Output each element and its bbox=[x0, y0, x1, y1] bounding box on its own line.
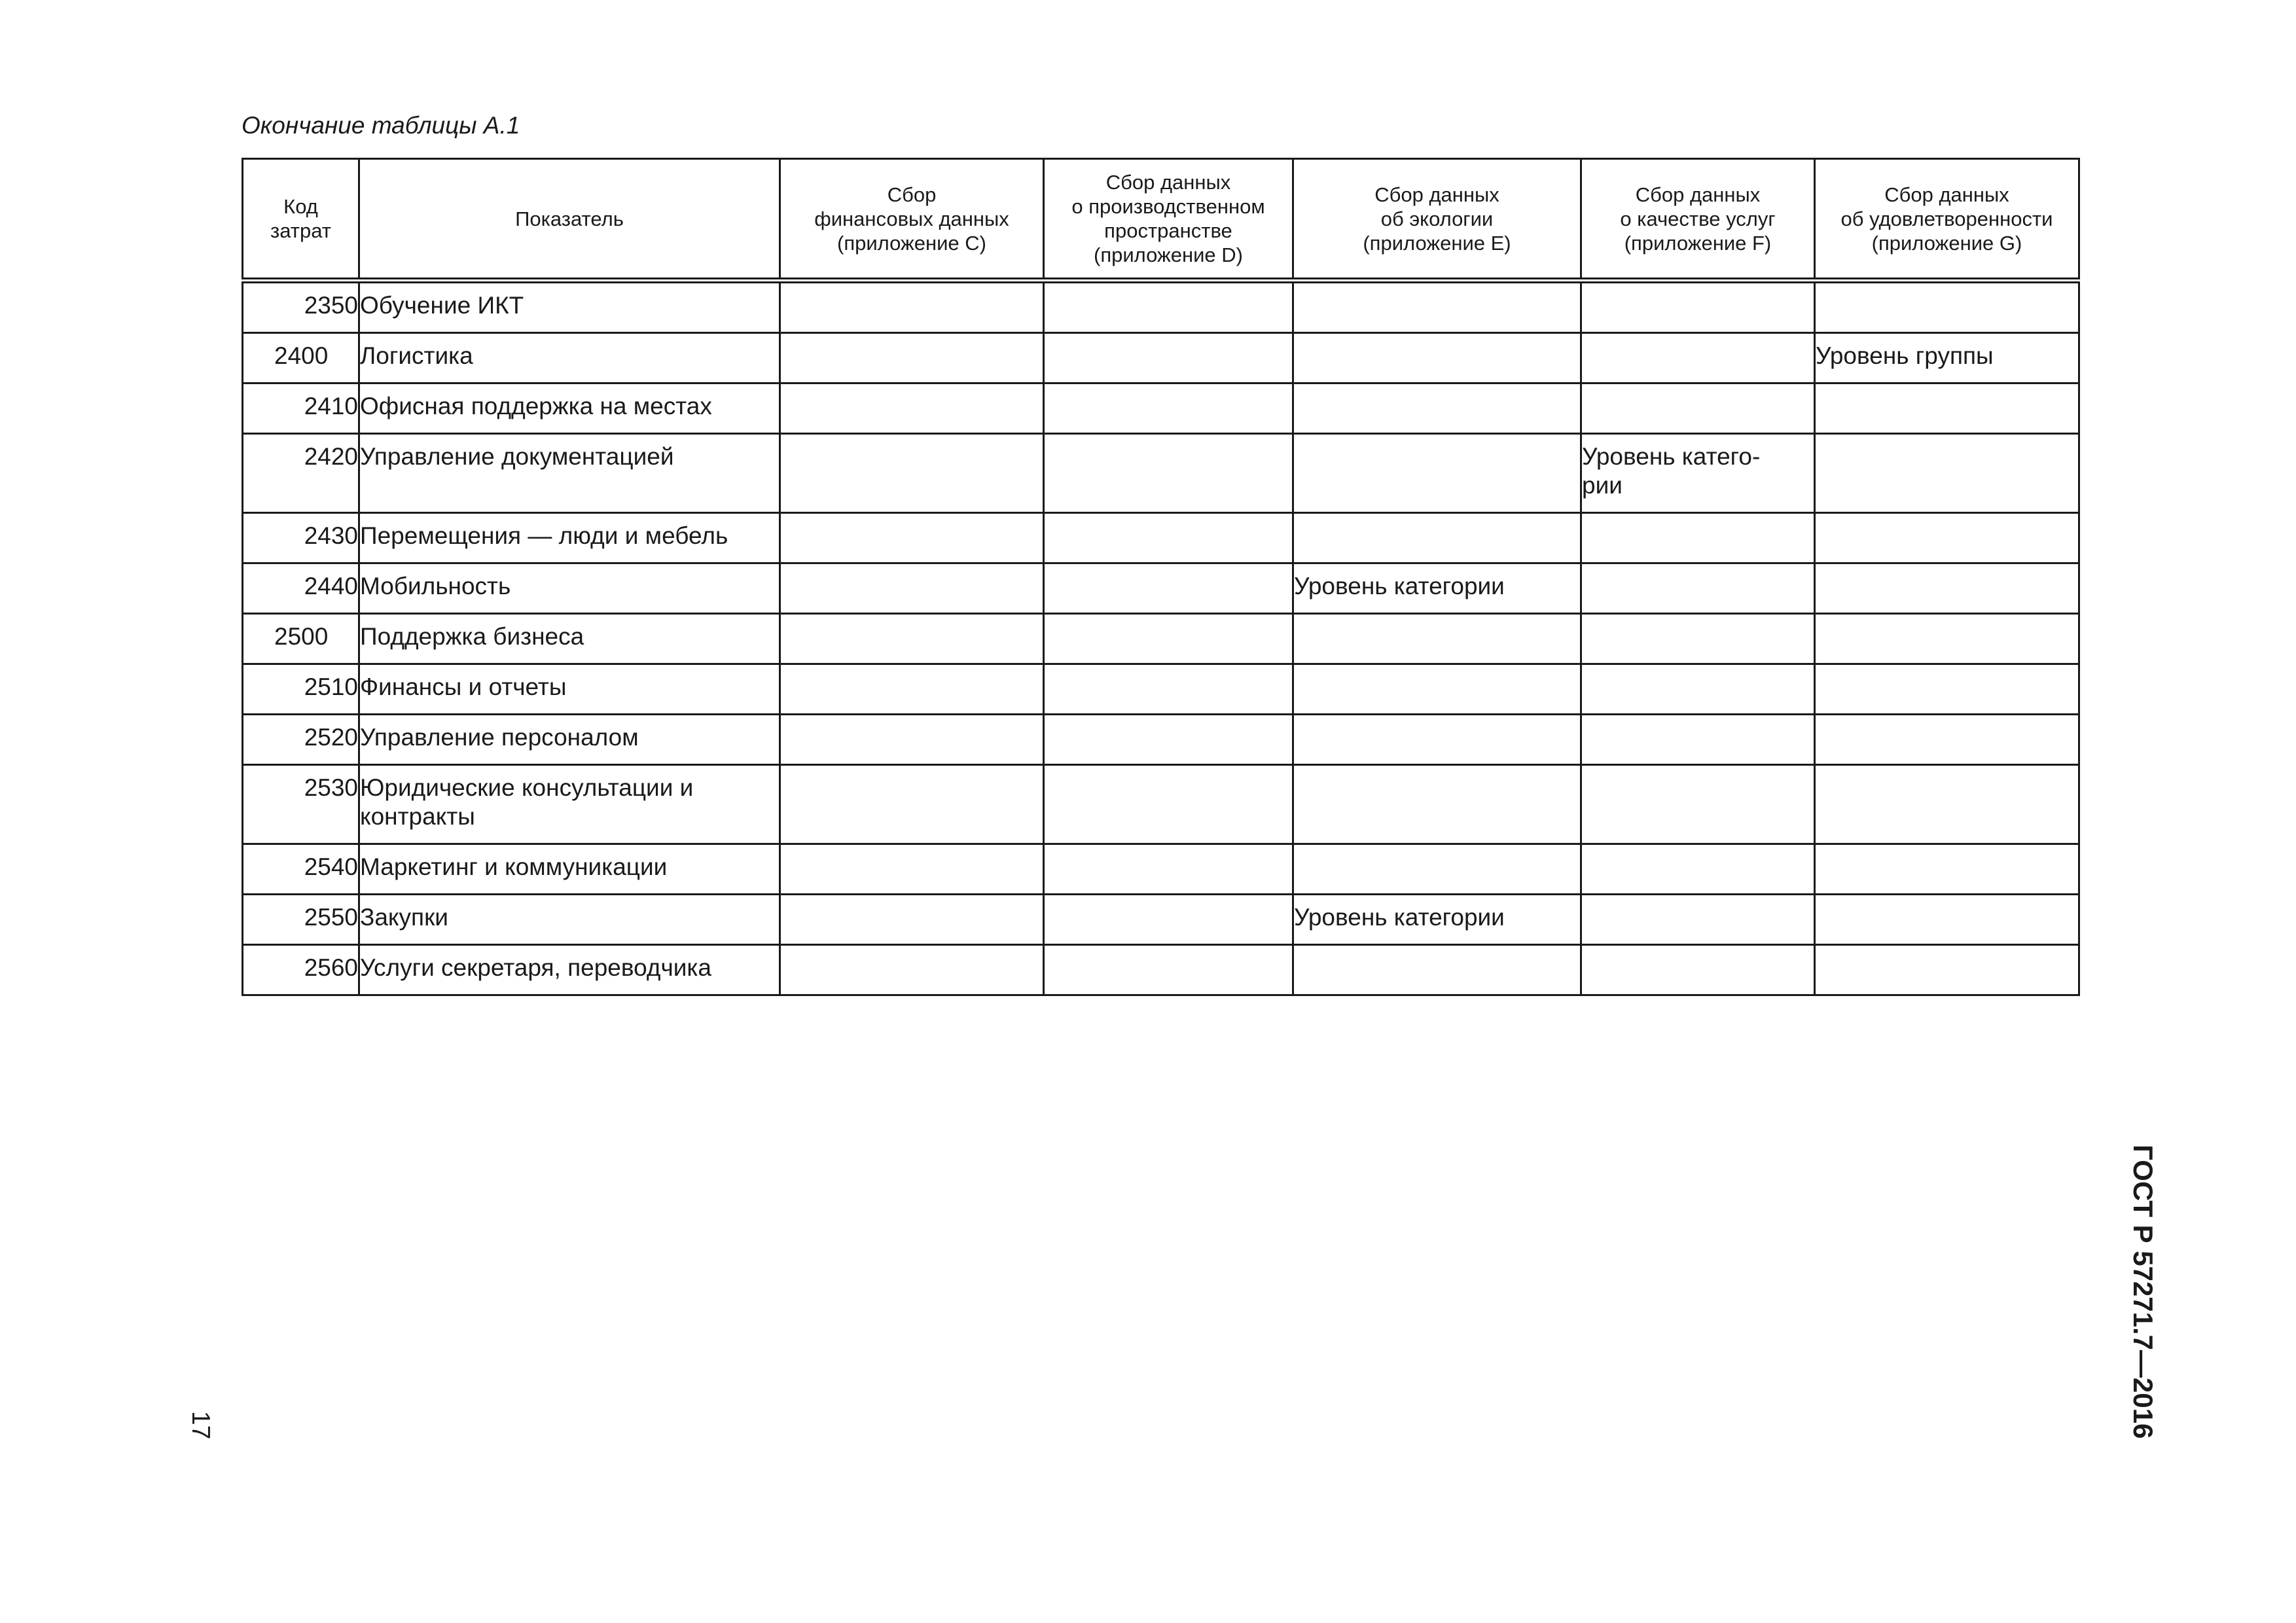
financial-cell bbox=[780, 434, 1044, 513]
ecology-cell bbox=[1293, 434, 1581, 513]
table-caption: Окончание таблицы А.1 bbox=[242, 112, 520, 139]
code-cell: 2400 bbox=[243, 333, 359, 383]
quality-cell bbox=[1581, 513, 1815, 563]
cost-indicators-table bbox=[242, 158, 2080, 996]
satisfaction-cell bbox=[1815, 281, 2079, 333]
quality-cell bbox=[1581, 844, 1815, 895]
header-space-data: Сбор данных о производственном пространстве (приложение D) bbox=[1044, 159, 1293, 281]
table-header-row bbox=[243, 159, 2079, 281]
code-cell: 2550 bbox=[243, 895, 359, 945]
ecology-cell bbox=[1293, 614, 1581, 664]
indicator-cell: Офисная поддержка на местах bbox=[359, 383, 780, 434]
indicator-cell: Перемещения — люди и мебель bbox=[359, 513, 780, 563]
table-row bbox=[243, 945, 2079, 995]
table-row bbox=[243, 614, 2079, 664]
satisfaction-cell bbox=[1815, 765, 2079, 844]
document-code: ГОСТ Р 57271.7—2016 bbox=[2128, 1145, 2159, 1439]
header-financial-data: Сбор финансовых данных (приложение С) bbox=[780, 159, 1044, 281]
indicator-cell: Управление документацией bbox=[359, 434, 780, 513]
quality-cell bbox=[1581, 563, 1815, 614]
space-cell bbox=[1044, 715, 1293, 765]
table-row bbox=[243, 281, 2079, 333]
ecology-cell bbox=[1293, 844, 1581, 895]
satisfaction-cell bbox=[1815, 844, 2079, 895]
code-cell: 2410 bbox=[243, 383, 359, 434]
indicator-cell: Поддержка бизнеса bbox=[359, 614, 780, 664]
code-cell: 2500 bbox=[243, 614, 359, 664]
space-cell bbox=[1044, 895, 1293, 945]
table-row bbox=[243, 765, 2079, 844]
page-number: 17 bbox=[187, 1411, 215, 1440]
financial-cell bbox=[780, 614, 1044, 664]
satisfaction-cell bbox=[1815, 945, 2079, 995]
financial-cell bbox=[780, 333, 1044, 383]
space-cell bbox=[1044, 281, 1293, 333]
header-satisfaction-data: Сбор данных об удовлетворенности (приложение G) bbox=[1815, 159, 2079, 281]
space-cell bbox=[1044, 765, 1293, 844]
indicator-cell: Финансы и отчеты bbox=[359, 664, 780, 715]
indicator-cell: Услуги секретаря, переводчика bbox=[359, 945, 780, 995]
quality-cell: Уровень катего- рии bbox=[1581, 434, 1815, 513]
quality-cell bbox=[1581, 333, 1815, 383]
code-cell: 2420 bbox=[243, 434, 359, 513]
indicator-cell: Закупки bbox=[359, 895, 780, 945]
quality-cell bbox=[1581, 715, 1815, 765]
indicator-cell: Логистика bbox=[359, 333, 780, 383]
table-row bbox=[243, 563, 2079, 614]
space-cell bbox=[1044, 383, 1293, 434]
satisfaction-cell bbox=[1815, 895, 2079, 945]
satisfaction-cell bbox=[1815, 434, 2079, 513]
quality-cell bbox=[1581, 614, 1815, 664]
code-cell: 2530 bbox=[243, 765, 359, 844]
financial-cell bbox=[780, 765, 1044, 844]
financial-cell bbox=[780, 513, 1044, 563]
ecology-cell bbox=[1293, 281, 1581, 333]
indicator-cell: Управление персоналом bbox=[359, 715, 780, 765]
code-cell: 2430 bbox=[243, 513, 359, 563]
code-cell: 2540 bbox=[243, 844, 359, 895]
code-cell: 2560 bbox=[243, 945, 359, 995]
ecology-cell bbox=[1293, 715, 1581, 765]
header-ecology-data: Сбор данных об экологии (приложение Е) bbox=[1293, 159, 1581, 281]
quality-cell bbox=[1581, 383, 1815, 434]
ecology-cell: Уровень категории bbox=[1293, 895, 1581, 945]
financial-cell bbox=[780, 895, 1044, 945]
financial-cell bbox=[780, 945, 1044, 995]
satisfaction-cell bbox=[1815, 664, 2079, 715]
table-row bbox=[243, 895, 2079, 945]
quality-cell bbox=[1581, 664, 1815, 715]
header-indicator: Показатель bbox=[359, 159, 780, 281]
satisfaction-cell bbox=[1815, 383, 2079, 434]
header-cost-code: Код затрат bbox=[243, 159, 359, 281]
quality-cell bbox=[1581, 281, 1815, 333]
code-cell: 2350 bbox=[243, 281, 359, 333]
table-row bbox=[243, 383, 2079, 434]
code-cell: 2440 bbox=[243, 563, 359, 614]
ecology-cell bbox=[1293, 765, 1581, 844]
table-row bbox=[243, 513, 2079, 563]
indicator-cell: Мобильность bbox=[359, 563, 780, 614]
ecology-cell bbox=[1293, 945, 1581, 995]
space-cell bbox=[1044, 664, 1293, 715]
indicator-cell: Маркетинг и коммуникации bbox=[359, 844, 780, 895]
header-quality-data: Сбор данных о качестве услуг (приложение F) bbox=[1581, 159, 1815, 281]
code-cell: 2520 bbox=[243, 715, 359, 765]
satisfaction-cell bbox=[1815, 563, 2079, 614]
table-row bbox=[243, 664, 2079, 715]
code-cell: 2510 bbox=[243, 664, 359, 715]
quality-cell bbox=[1581, 945, 1815, 995]
ecology-cell bbox=[1293, 383, 1581, 434]
financial-cell bbox=[780, 563, 1044, 614]
financial-cell bbox=[780, 664, 1044, 715]
table-row bbox=[243, 434, 2079, 513]
table-row bbox=[243, 333, 2079, 383]
ecology-cell bbox=[1293, 664, 1581, 715]
quality-cell bbox=[1581, 765, 1815, 844]
satisfaction-cell bbox=[1815, 715, 2079, 765]
table-row bbox=[243, 715, 2079, 765]
space-cell bbox=[1044, 513, 1293, 563]
space-cell bbox=[1044, 563, 1293, 614]
ecology-cell bbox=[1293, 333, 1581, 383]
indicator-cell: Юридические консультации и контракты bbox=[359, 765, 780, 844]
ecology-cell bbox=[1293, 513, 1581, 563]
financial-cell bbox=[780, 383, 1044, 434]
ecology-cell: Уровень категории bbox=[1293, 563, 1581, 614]
satisfaction-cell: Уровень группы bbox=[1815, 333, 2079, 383]
financial-cell bbox=[780, 281, 1044, 333]
space-cell bbox=[1044, 614, 1293, 664]
table-row bbox=[243, 844, 2079, 895]
financial-cell bbox=[780, 715, 1044, 765]
space-cell bbox=[1044, 945, 1293, 995]
space-cell bbox=[1044, 844, 1293, 895]
quality-cell bbox=[1581, 895, 1815, 945]
space-cell bbox=[1044, 333, 1293, 383]
financial-cell bbox=[780, 844, 1044, 895]
satisfaction-cell bbox=[1815, 614, 2079, 664]
space-cell bbox=[1044, 434, 1293, 513]
indicator-cell: Обучение ИКТ bbox=[359, 281, 780, 333]
table-body bbox=[243, 281, 2079, 995]
satisfaction-cell bbox=[1815, 513, 2079, 563]
